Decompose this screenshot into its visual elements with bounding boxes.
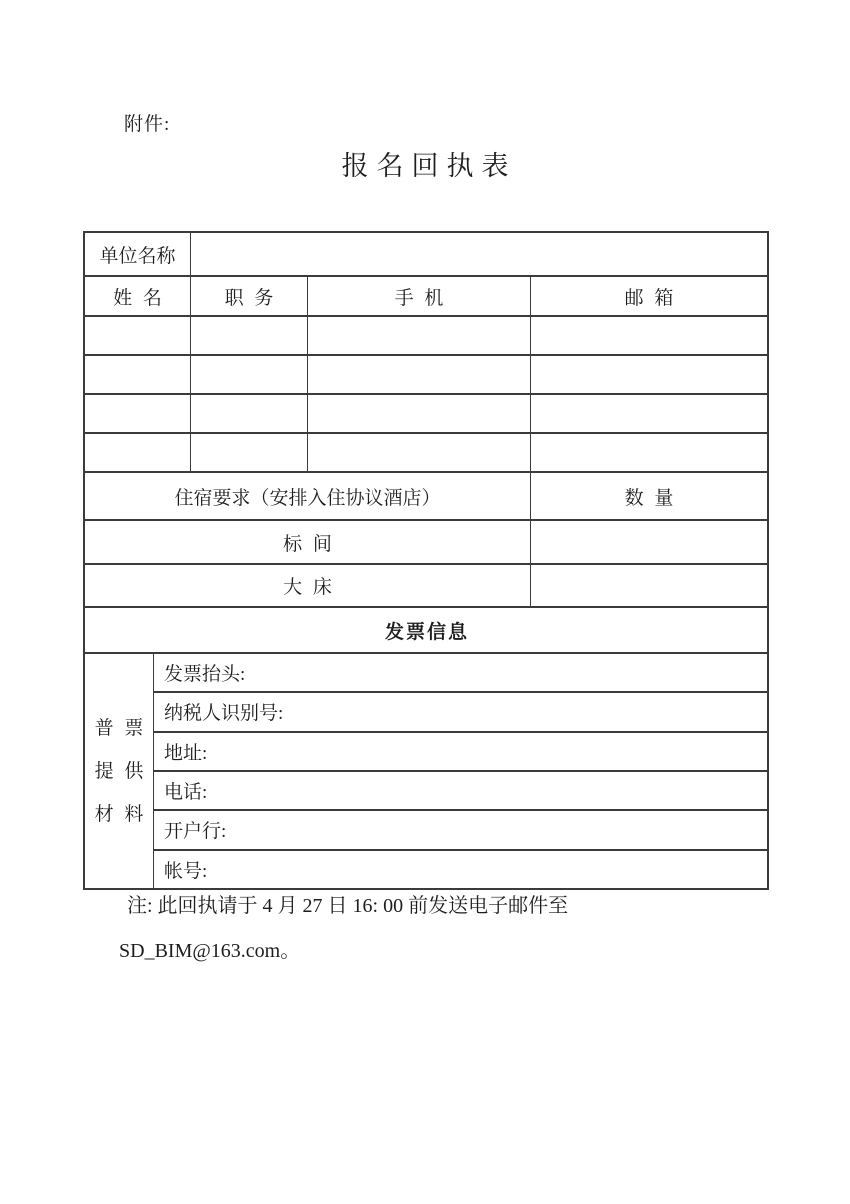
empty-cell <box>191 434 308 471</box>
attachment-label: 附件: <box>124 114 171 135</box>
contact-empty-row <box>85 395 767 434</box>
invoice-field-title <box>154 654 767 693</box>
quantity-value-cell <box>531 565 767 606</box>
column-header-name: 姓 名 <box>85 277 191 315</box>
contact-empty-row <box>85 434 767 473</box>
invoice-side-label-line: 普 票 <box>94 717 144 739</box>
invoice-field-bank <box>154 811 767 850</box>
column-header-position: 职 务 <box>191 277 308 315</box>
empty-cell <box>191 356 308 393</box>
empty-cell <box>191 317 308 354</box>
invoice-field-label: 开户行: <box>164 821 227 843</box>
invoice-fields-column <box>154 654 767 888</box>
empty-cell <box>308 434 531 471</box>
contact-header-row <box>85 277 767 317</box>
empty-cell <box>85 317 191 354</box>
registration-form-table <box>83 231 769 890</box>
invoice-field-account <box>154 851 767 888</box>
invoice-field-label: 纳税人识别号: <box>164 703 284 725</box>
column-header-email: 邮 箱 <box>624 287 674 309</box>
empty-cell <box>85 395 191 432</box>
invoice-side-label-line: 提 供 <box>94 760 144 782</box>
invoice-field-address <box>154 733 767 772</box>
unit-name-row <box>85 233 767 277</box>
invoice-field-taxpayer-id <box>154 693 767 732</box>
empty-cell <box>308 395 531 432</box>
room-type-standard-label: 标 间 <box>85 521 531 563</box>
empty-cell <box>191 395 308 432</box>
invoice-field-label: 地址: <box>164 742 208 764</box>
invoice-section-header-row <box>85 608 767 654</box>
room-type-row-standard <box>85 521 767 565</box>
empty-cell <box>308 317 531 354</box>
invoice-field-label: 电话: <box>164 782 208 804</box>
quantity-value-cell <box>531 521 767 563</box>
invoice-section-title: 发票信息 <box>384 621 469 643</box>
note <box>119 894 568 963</box>
column-header-mobile: 手 机 <box>308 277 531 315</box>
room-type-row-king <box>85 565 767 608</box>
unit-name-value-cell <box>191 233 767 275</box>
empty-cell <box>531 434 767 471</box>
empty-cell <box>531 395 767 432</box>
note-line-2: SD_BIM@163.com。 <box>119 940 301 962</box>
invoice-field-label: 帐号: <box>164 860 208 882</box>
contact-empty-row <box>85 356 767 395</box>
note-line-1: 注: 此回执请于 4 月 27 日 16: 00 前发送电子邮件至 <box>127 895 569 917</box>
empty-cell <box>531 356 767 393</box>
contact-empty-row <box>85 317 767 356</box>
page-title: 报名回执表 <box>341 151 517 181</box>
room-type-king-label: 大 床 <box>85 565 531 606</box>
empty-cell <box>308 356 531 393</box>
accommodation-header-label: 住宿要求（安排入住协议酒店） <box>85 473 531 519</box>
invoice-field-phone <box>154 772 767 811</box>
invoice-side-label-line: 材 料 <box>94 803 144 825</box>
invoice-details-row <box>85 654 767 888</box>
empty-cell <box>531 317 767 354</box>
quantity-header-label: 数 量 <box>624 487 674 509</box>
invoice-field-label: 发票抬头: <box>164 664 246 686</box>
unit-name-label: 单位名称 <box>85 233 191 275</box>
empty-cell <box>85 356 191 393</box>
invoice-side-label <box>85 654 154 888</box>
empty-cell <box>85 434 191 471</box>
accommodation-header-row <box>85 473 767 521</box>
